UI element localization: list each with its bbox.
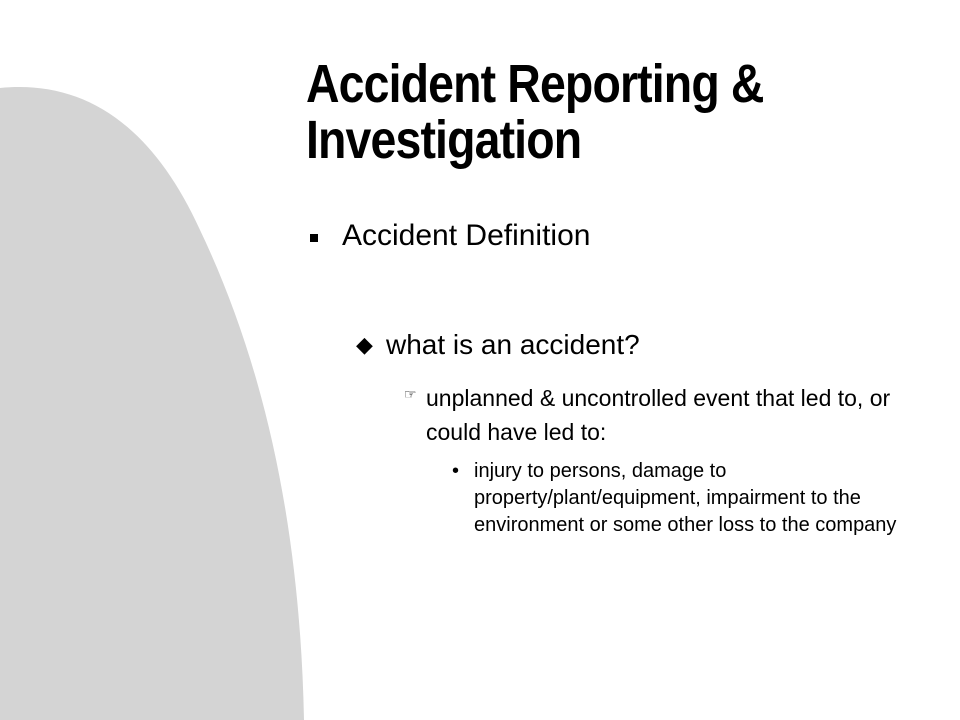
bullet-accident-definition: Accident Definition <box>342 219 591 252</box>
arc-fill <box>0 87 304 720</box>
bullet-unplanned-event: unplanned & uncontrolled event that led to, or could have led to: <box>426 385 891 445</box>
slide-title: Accident Reporting & Investigation <box>306 54 764 170</box>
bullet-what-is-accident: what is an accident? <box>386 329 640 360</box>
pointing-hand-icon: ☞ <box>404 386 417 402</box>
square-bullet-icon <box>310 234 318 242</box>
dot-bullet-icon: • <box>452 460 460 482</box>
diamond-bullet-icon: ◆ <box>356 332 373 357</box>
bullet-injury-damage: injury to persons, damage to property/plant/equipment, impairment to the environment or some other loss to the company <box>474 460 897 536</box>
